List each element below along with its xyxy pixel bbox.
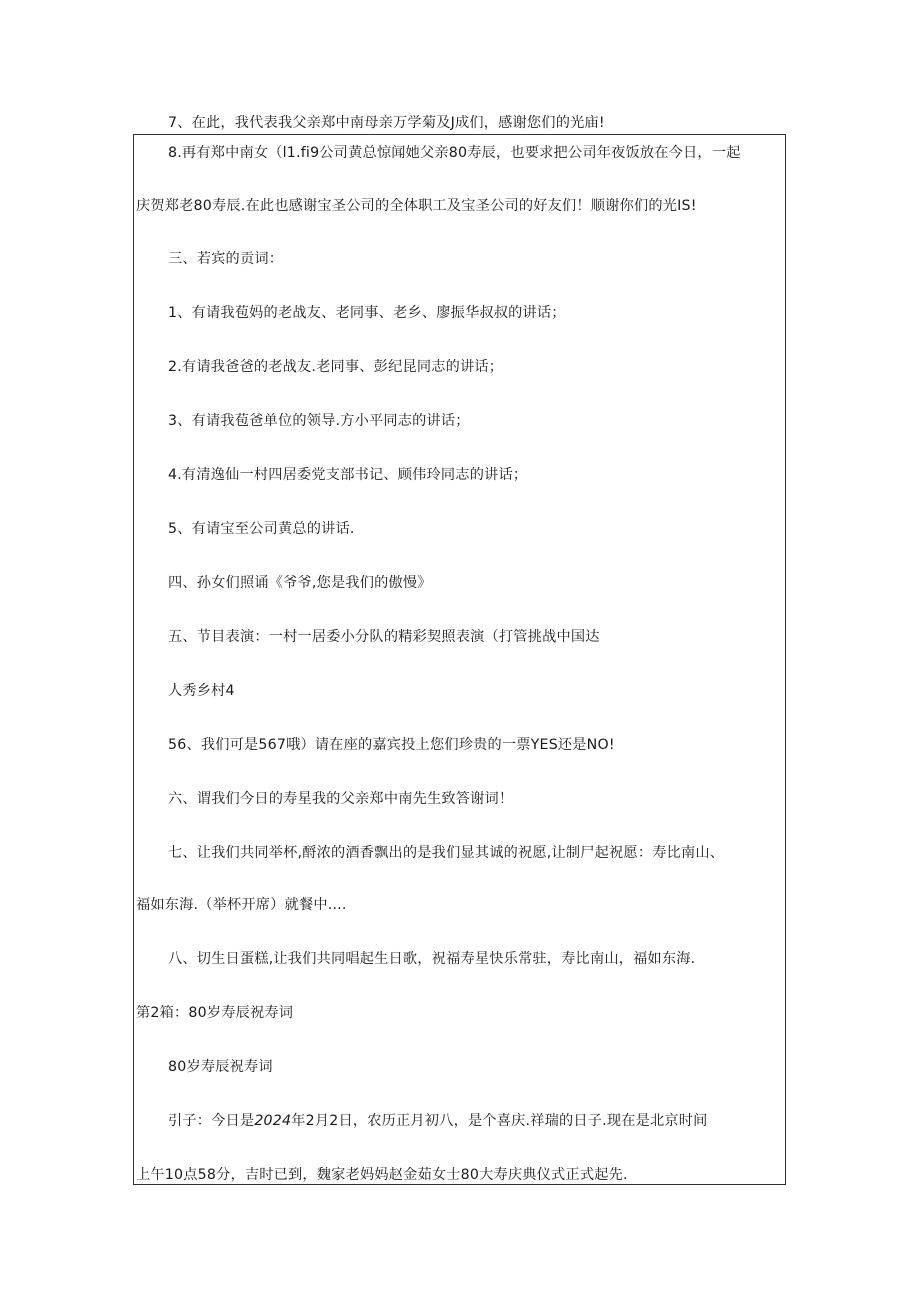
section-heading: 三、若宾的贡词： [168,251,284,267]
chapter-subtitle: 80岁寿辰祝寿词 [168,1059,273,1075]
intro-line: 7、在此，我代表我父亲郑中南母亲万学菊及J成们，感谢您们的光庙! [168,115,605,131]
paragraph-line: 福如东海.（举杯开席）就餐中.... [136,897,347,913]
section-heading: 五、节目表演：一村一居委小分队的精彩契照表演（打管挑战中国达 [168,629,600,645]
section-heading: 六、谓我们今日的寿星我的父亲郑中南先生致答谢词！ [168,791,514,807]
paragraph-line: 2.有请我爸爸的老战友.老同事、彭纪昆同志的讲话； [168,359,504,375]
paragraph-line: 1、有请我苞妈的老战友、老同事、老乡、廖振华叔叔的讲话； [168,305,566,321]
paragraph-line: 庆贺郑老80寿辰.在此也感谢宝圣公司的全体职工及宝圣公司的好友们！顺谢你们的光IS! [136,198,697,214]
section-heading: 七、让我们共同举杯,酹浓的酒香飘出的是我们显其诚的祝愿,让制尸起祝愿：寿比南山、 [168,845,725,861]
section-heading: 八、切生日蛋糕,让我们共同唱起生日歌，祝福寿星快乐常驻，寿比南山，福如东海. [168,951,696,967]
paragraph-line: 人秀乡村4 [168,683,235,699]
yinzi-suffix: 年2月2日，农历正月初八，是个喜庆.祥瑞的日子.现在是北京时间 [291,1113,708,1129]
section-heading: 四、孙女们照诵《爷爷,您是我们的傲慢》 [168,575,432,591]
yinzi-year: 2024 [254,1113,292,1129]
yinzi-prefix: 引子：今日是 [168,1113,255,1129]
paragraph-line: 5、有请宝至公司黄总的讲话. [168,521,355,537]
paragraph-line: 3、有请我苞爸单位的领导.方小平同志的讲话； [168,413,470,429]
paragraph-line: 56、我们可是567哦）请在座的嘉宾投上您们珍贵的一票YES还是NO! [168,737,615,753]
paragraph-line: 4.有清逸仙一村四居委党支部书记、顾伟玲同志的讲话； [168,467,528,483]
yinzi-line [168,1111,708,1131]
content-frame [133,134,786,1185]
chapter-heading: 第2箱：80岁寿辰祝寿词 [136,1005,294,1021]
paragraph-line: 8.再有郑中南女（l1.fi9公司黄总惊闻她父亲80寿辰，也要求把公司年夜饭放在今日，一起 [168,145,741,161]
paragraph-line: 上午10点58分，吉时已到，魏家老妈妈赵金茹女士80大寿庆典仪式正式起先. [136,1167,628,1183]
